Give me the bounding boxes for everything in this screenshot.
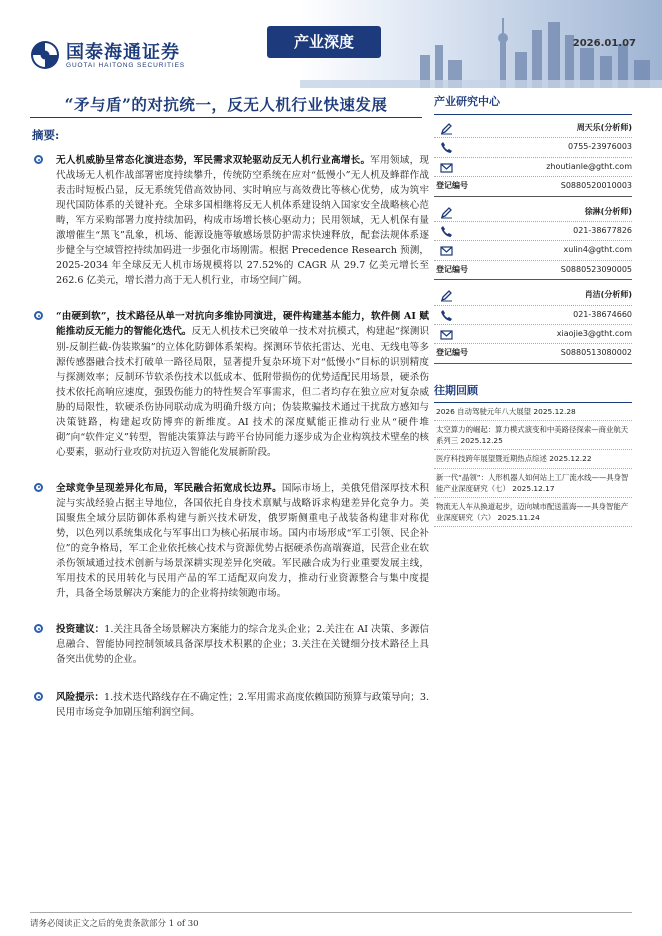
analyst-email[interactable] — [434, 325, 632, 344]
paragraph-body: 反无人机技术已突破单一技术对抗模式，构建起“探测识别-反制拦截-伪装欺骗”的立体化防御体系架构。探测环节依托雷达、光电、无线电等多源传感器融合技术打破单一路径局限，显著提升复杂环境下对“低慢小”目标的识别精度与探测效率；反制环节软杀伤技术以低成本、低附带损伤的优势适配民用场景，硬杀伤技术依托高响应速度，强毁伤能力的特性契合军事需求，但二者均存在独立应对复杂威胁的局限性，软硬杀伤协同联动成为明确升级方向；伪装欺骗技术通过干扰敌方感知与决策链路，构建起攻防博弈的新维度。AI 技术的深度赋能正推动行业从“硬件堆砌”向“软件定义”转型，智能决策算法与跨平台协同能力逐步成为企业构筑技术壁垒的核心要素，驱动行业攻防对抗迈入智能化发展新阶段。 — [56, 326, 430, 458]
analyst-email[interactable] — [434, 241, 632, 260]
phone-icon — [440, 225, 453, 238]
company-name: 国泰海通证券 — [66, 42, 180, 63]
paragraph-body: 军用领域，现代战场无人机作战部署密度持续攀升，传统防空系统在应对“低慢小”无人机及蜂群作战表击时短板凸显，反无系统凭借高效协同、实时响应与高效费比等核心优势，成为筑牢现代国防体系的关键补充。全球多国相继将反无人机体系建设纳入国家安全战略核心范畴，军方采购部署力度持续加码，构成市场增长核心驱动力；民用领域，无人机保有量激增催生“黑飞”乱象，机场、能源设施等敏感场景防护需求快速释放，配套法规体系逐步健全与空域管控持续加码进一步强化市场刚需。根据 Precedence Research 预测，2025-2034 年全球反无人机市场规模将以 27.52%的 CAGR 从 29.7 亿美元增长至 262.6 亿美元，增长潜力高于无人机行业，市场空间广阔。 — [56, 155, 429, 287]
company-name-english: GUOTAI HAITONG SECURITIES — [66, 62, 186, 69]
page-header — [0, 0, 662, 88]
analyst-registration — [434, 344, 632, 363]
paragraph-body: 1.关注具备全场景解决方案能力的综合龙头企业；2.关注在 AI 决策、多源信息融合、智能协同控制领域具备深厚技术积累的企业；3.关注在关键细分技术路径上具备突出优势的企业。 — [56, 624, 430, 666]
pen-icon — [440, 289, 453, 302]
sidebar — [434, 93, 632, 527]
analyst-email-text[interactable]: xulin4@gtht.com — [563, 245, 632, 255]
pen-icon — [440, 206, 453, 219]
registration-label: 登记编号 — [436, 181, 468, 191]
past-report-link[interactable]: 2026 自动驾驶元年八大展望 2025.12.28 — [434, 403, 632, 421]
abstract-paragraph — [30, 153, 429, 288]
registration-number: S0880520010003 — [560, 181, 632, 191]
registration-number: S0880523090005 — [560, 264, 632, 274]
analyst-card — [434, 286, 632, 364]
analyst-card — [434, 203, 632, 281]
past-report-link[interactable]: 医疗科技跨年展望暨近期热点综述 2025.12.22 — [434, 450, 632, 468]
paragraph-lead: 全球竞争呈现差异化布局，军民融合拓宽成长边界。 — [56, 482, 282, 494]
paragraph-body: 国际市场上，美俄凭借深厚技术积淀与实战经验占据主导地位，各国依托自身技术禀赋与战略诉求构建差异化竞争力。美国聚焦全域分层防御体系构建与新兴技术研发，俄罗斯侧重电子战装备构建非对称优势，以色列以系统集成化与军事出口为核心拓展市场。国内市场形成“军工引领、民企补位”的竞争格局，军工企业依托核心技术与资源优势占据硬杀伤高端赛道，民营企业在软杀伤领域通过技术创新与场景深耕实现差异化突破。军民融合成为行业重要发展主线，军用技术的民用转化与民用产品的军工适配双向发力，推动行业资源整合与集中度提升，具备全场景解决方案能力的企业将持续领跑市场。 — [56, 482, 430, 600]
title-divider — [30, 117, 422, 118]
email-icon — [440, 328, 453, 341]
analyst-email-text[interactable]: xiaojie3@gtht.com — [556, 328, 632, 338]
page-footer: 请务必阅读正文之后的免责条款部分 1 of 30 — [30, 919, 199, 929]
bullet-icon — [34, 483, 43, 492]
footer-divider — [30, 912, 632, 913]
past-reports-title: 往期回顾 — [434, 382, 632, 403]
bullet-icon — [34, 311, 43, 320]
pen-icon — [440, 122, 453, 135]
analyst-registration — [434, 177, 632, 196]
analyst-name-text: 周天乐(分析师) — [576, 123, 632, 132]
analyst-phone-text: 021-38677826 — [573, 225, 632, 235]
analyst-email[interactable] — [434, 158, 632, 177]
paragraph-lead: 投资建议： — [56, 624, 105, 636]
analyst-name-text: 肖洁(分析师) — [584, 290, 632, 300]
registration-label: 登记编号 — [436, 348, 468, 358]
company-logo-icon — [30, 40, 60, 70]
email-icon — [440, 244, 453, 257]
analyst-name — [434, 203, 632, 222]
report-category-badge: 产业深度 — [267, 26, 381, 58]
risk-warning — [30, 690, 429, 720]
registration-label: 登记编号 — [436, 264, 468, 274]
research-center-title: 产业研究中心 — [434, 93, 632, 115]
analyst-registration — [434, 261, 632, 280]
paragraph-body: 1.技术迭代路线存在不确定性；2.军用需求高度依赖国防预算与政策导向；3.民用市场竞争加剧压缩利润空间。 — [56, 692, 430, 719]
analyst-name — [434, 119, 632, 138]
analyst-email-text[interactable]: zhoutianle@gtht.com — [546, 161, 632, 171]
abstract-label: 摘要: — [32, 128, 60, 142]
bullet-icon — [34, 624, 43, 633]
phone-icon — [440, 141, 453, 154]
abstract-body — [30, 153, 429, 721]
analyst-phone — [434, 138, 632, 157]
registration-number: S0880513080002 — [560, 348, 632, 358]
analyst-name — [434, 286, 632, 305]
analyst-phone-text: 0755-23976003 — [568, 142, 632, 152]
bullet-icon — [34, 692, 43, 701]
abstract-paragraph — [30, 309, 429, 459]
analyst-name-text: 徐淋(分析师) — [584, 206, 632, 216]
paragraph-lead: 风险提示： — [56, 692, 104, 704]
report-date: 2026.01.07 — [572, 38, 636, 49]
investment-advice — [30, 622, 429, 667]
report-title: “矛与盾”的对抗统一，反无人机行业快速发展 — [64, 95, 388, 114]
analyst-phone — [434, 222, 632, 241]
past-report-link[interactable]: 物流无人车从换道起步，迈向城市配送蓝海——具身智能产业深度研究（六） 2025.11.24 — [434, 498, 632, 527]
phone-icon — [440, 309, 453, 322]
bullet-icon — [34, 155, 43, 164]
analyst-phone — [434, 306, 632, 325]
paragraph-lead: “由硬到软”，技术路径从单一对抗向多维协同演进，硬件构建基本能力，软件侧 AI 赋能推动反无能力的智能化迭代。 — [56, 311, 429, 338]
past-report-link[interactable]: 太空算力的崛起：算力模式演变和中美路径探索—商业航天系列三 2025.12.25 — [434, 421, 632, 450]
abstract-paragraph — [30, 481, 429, 601]
analyst-phone-text: 021-38674660 — [573, 309, 632, 319]
paragraph-lead: 无人机威胁呈常态化演进态势，军民需求双轮驱动反无人机行业高增长。 — [56, 155, 371, 166]
past-report-link[interactable]: 新一代“晶领”：人形机器人如何站上工厂流水线——具身智能产业深度研究（七） 2025.12.17 — [434, 469, 632, 498]
analyst-card — [434, 119, 632, 197]
email-icon — [440, 161, 453, 174]
